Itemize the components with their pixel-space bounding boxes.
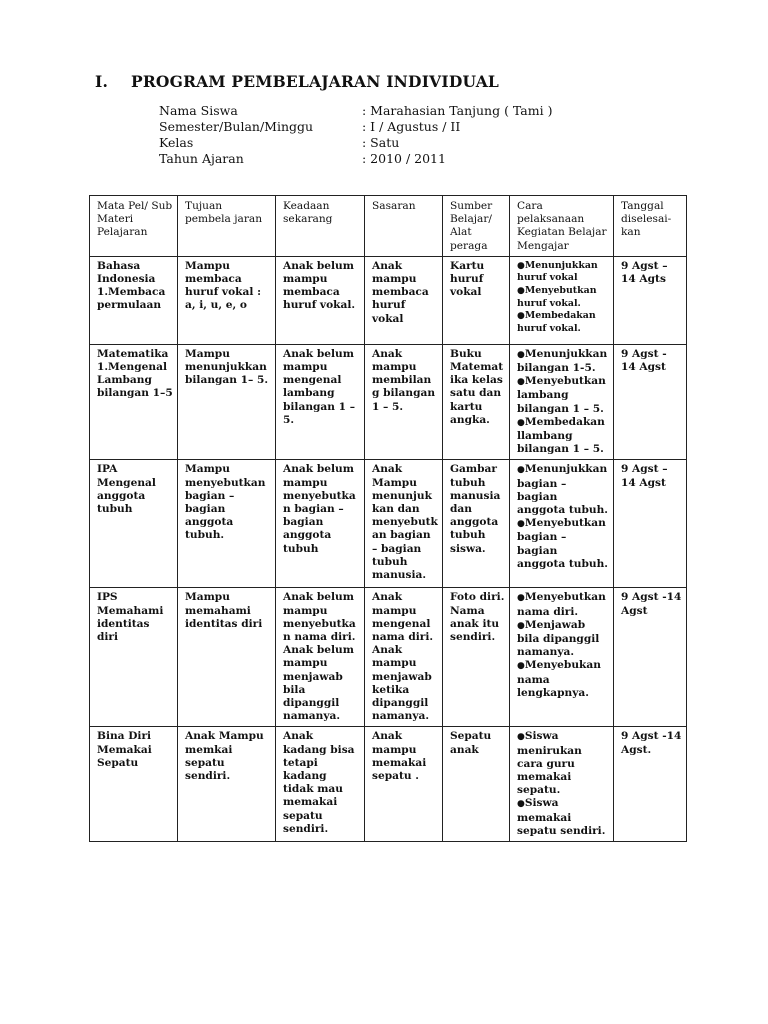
cell-mapel: IPS Memahami identitas diri [90,588,178,727]
cell-tanggal: 9 Agst - 14 Agst [614,344,687,460]
cara-text: Menyebutkan nama diri. [517,591,606,618]
info-row-kelas [159,135,552,151]
cell-sumber: Kartu huruf vokal [443,256,510,344]
header-tujuan: Tujuan pembela jaran [178,196,276,257]
cara-item [517,285,609,310]
bullet-icon: ● [517,465,525,476]
cara-item [517,375,609,416]
cara-item [517,348,609,375]
cell-sasaran: Anak mampu membilang bilangan 1 – 5. [365,344,443,460]
info-value: : Marahasian Tanjung ( Tami ) [362,103,553,118]
cara-text: Membedakan huruf vokal. [517,310,596,334]
cell-mapel: Bahasa Indonesia 1.Membaca permulaan [90,256,178,344]
header-sasaran: Sasaran [365,196,443,257]
cara-item [517,517,609,571]
cara-item [517,730,609,797]
table-body [90,256,687,841]
cell-mapel: Bina Diri Memakai Sepatu [90,727,178,842]
cara-item [517,310,609,335]
cell-tujuan: Mampu membaca huruf vokal : a, i, u, e, o [178,256,276,344]
bullet-icon: ● [517,620,525,631]
bullet-icon: ● [517,417,525,428]
header-tanggal: Tanggal diselesai-kan [614,196,687,257]
cell-sumber: Foto diri. Nama anak itu sendiri. [443,588,510,727]
cell-tujuan: Anak Mampu memkai sepatu sendiri. [178,727,276,842]
bullet-icon: ● [517,286,525,296]
bullet-icon: ● [517,593,525,604]
cara-text: Siswa menirukan cara guru memakai sepatu. [517,730,582,797]
cell-mapel: Matematika 1.Mengenal Lambang bilangan 1–5 [90,344,178,460]
info-label: Semester/Bulan/Minggu [159,119,314,134]
cell-tanggal: 9 Agst -14 Agst [614,588,687,727]
cell-cara [510,460,614,588]
bullet-icon: ● [517,377,525,388]
cara-item [517,591,609,618]
cell-tujuan: Mampu menyebutkan bagian – bagian anggota tubuh. [178,460,276,588]
cell-cara [510,344,614,460]
cell-tujuan: Mampu memahami identitas diri [178,588,276,727]
cara-text: Menyebukan nama lengkapnya. [517,659,601,699]
cell-sumber: Buku Matematika kelas satu dan kartu angka. [443,344,510,460]
cell-cara [510,256,614,344]
info-value: : I / Agustus / II [362,119,461,134]
cell-sumber: Sepatu anak [443,727,510,842]
cara-item [517,797,609,838]
bullet-icon: ● [517,349,525,360]
bullet-icon: ● [517,260,525,271]
cell-sumber: Gambar tubuh manusia dan anggota tubuh siswa. [443,460,510,588]
info-label: Kelas [159,135,194,150]
table-row [90,727,687,842]
bullet-icon: ● [517,661,525,672]
header-keadaan: Keadaan sekarang [276,196,365,257]
bullet-icon: ● [517,311,525,322]
cell-tujuan: Mampu menunjukkan bilangan 1– 5. [178,344,276,460]
cell-keadaan: Anak kadang bisa tetapi kadang tidak mau memakai sepatu sendiri. [276,727,365,842]
cell-sasaran: Anak Mampu menunjukkan dan menyebutkan bagian – bagian tubuh manusia. [365,460,443,588]
cell-keadaan: Anak belum mampu menyebutkan bagian – bagian anggota tubuh [276,460,365,588]
cara-text: Siswa memakai sepatu sendiri. [517,797,606,837]
cara-text: Menyebutkan lambang bilangan 1 – 5. [517,375,606,415]
cara-text: Menunjukkan huruf vokal [517,259,598,284]
document-heading [95,72,499,91]
cell-sasaran: Anak mampu membaca huruf vokal [365,256,443,344]
table-row [90,460,687,588]
cara-text: Menyebutkan bagian – bagian anggota tubuh. [517,517,608,570]
table-row [90,344,687,460]
table-row [90,256,687,344]
bullet-icon: ● [517,732,525,743]
student-info [159,103,552,167]
cara-text: Menyebutkan huruf vokal. [517,285,597,309]
info-row-semester [159,119,552,135]
cell-tanggal: 9 Agst -14 Agst. [614,727,687,842]
cara-text: Menunjukkan bilangan 1-5. [517,347,608,375]
cell-cara [510,727,614,842]
cara-item [517,619,609,660]
info-row-nama [159,103,552,119]
header-sumber: Sumber Belajar/ Alat peraga [443,196,510,257]
bullet-icon: ● [517,519,525,530]
header-mapel: Mata Pel/ Sub Materi Pelajaran [90,196,178,257]
info-label: Tahun Ajaran [159,151,244,166]
cara-item [517,416,609,457]
cara-item [517,659,609,700]
heading-number: I. [95,72,109,91]
cell-sasaran: Anak mampu memakai sepatu . [365,727,443,842]
cara-text: Menjawab bila dipanggil namanya. [517,618,600,659]
cara-text: Membedakan llambang bilangan 1 – 5. [517,415,605,456]
cell-sasaran: Anak mampu mengenal nama diri. Anak mampu menjawab ketika dipanggil namanya. [365,588,443,727]
cell-tanggal: 9 Agst – 14 Agst [614,460,687,588]
cara-item [517,260,609,285]
cell-tanggal: 9 Agst – 14 Agts [614,256,687,344]
cell-keadaan: Anak belum mampu mengenal lambang bilangan 1 – 5. [276,344,365,460]
info-label: Nama Siswa [159,103,238,118]
cara-text: Menunjukkan bagian – bagian anggota tubuh. [517,463,608,517]
bullet-icon: ● [517,799,525,810]
info-value: : 2010 / 2011 [362,151,446,166]
cell-cara [510,588,614,727]
header-cara: Cara pelaksanaan Kegiatan Belajar Mengajar [510,196,614,257]
learning-program-table [89,195,687,842]
cell-keadaan: Anak belum mampu menyebutkan nama diri. Anak belum mampu menjawab bila dipanggil namanya. [276,588,365,727]
info-row-tahun [159,151,552,167]
cara-item [517,463,609,517]
heading-title: PROGRAM PEMBELAJARAN INDIVIDUAL [131,72,500,91]
table-header-row [90,196,687,257]
cell-mapel: IPA Mengenal anggota tubuh [90,460,178,588]
table-row [90,588,687,727]
cell-keadaan: Anak belum mampu membaca huruf vokal. [276,256,365,344]
info-value: : Satu [362,135,400,150]
